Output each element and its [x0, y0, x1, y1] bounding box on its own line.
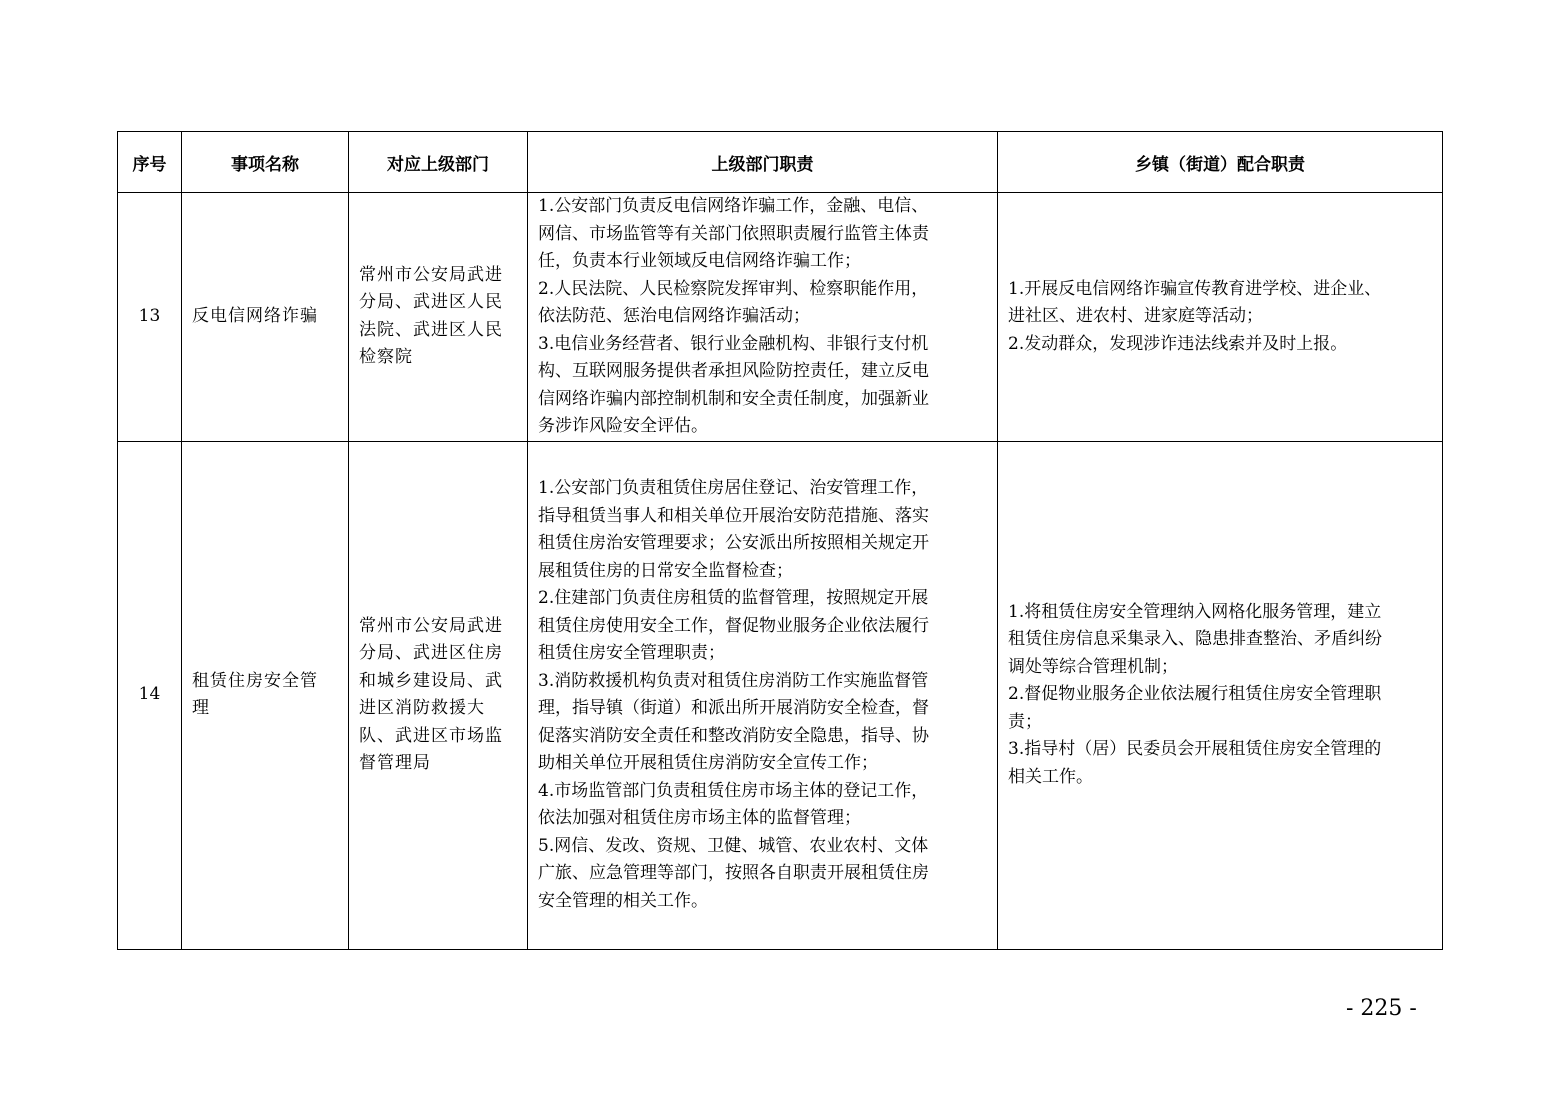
- text-line: 进社区、进农村、进家庭等活动；: [1008, 306, 1263, 326]
- text-line: 3.电信业务经营者、银行业金融机构、非银行支付机: [538, 333, 929, 354]
- header-upper-duty: 上级部门职责: [528, 132, 998, 193]
- text-line: 分局、武进区住房: [359, 643, 503, 663]
- text-line: 常州市公安局武进: [359, 615, 503, 636]
- upper-duty-cell: [528, 193, 998, 442]
- item-name-cell: [182, 441, 349, 949]
- header-upper-dept: 对应上级部门: [349, 132, 528, 193]
- text-line: 1.将租赁住房安全管理纳入网格化服务管理，建立: [1008, 601, 1382, 622]
- text-line: 任，负责本行业领域反电信网络诈骗工作；: [538, 251, 861, 271]
- text-line: 2.住建部门负责住房租赁的监督管理，按照规定开展: [538, 588, 929, 608]
- text-line: 租赁住房使用安全工作，督促物业服务企业依法履行: [538, 615, 929, 636]
- header-seq: 序号: [118, 132, 182, 193]
- text-line: 督管理局: [359, 753, 431, 773]
- text-line: 2.督促物业服务企业依法履行租赁住房安全管理职: [1008, 684, 1382, 705]
- text-line: 2.发动群众，发现涉诈违法线索并及时上报。: [1008, 333, 1348, 354]
- item-name-cell: [182, 193, 349, 442]
- town-duty-cell: [998, 193, 1443, 442]
- text-line: 理: [192, 698, 210, 718]
- text-line: 3.消防救援机构负责对租赁住房消防工作实施监督管: [538, 670, 929, 691]
- text-line: 1.公安部门负责租赁住房居住登记、治安管理工作，: [538, 478, 929, 498]
- text-line: 租赁住房治安管理要求；公安派出所按照相关规定开: [538, 533, 929, 553]
- text-line: 反电信网络诈骗: [192, 306, 318, 326]
- text-line: 和城乡建设局、武: [359, 670, 503, 691]
- text-line: 1.开展反电信网络诈骗宣传教育进学校、进企业、: [1008, 278, 1382, 299]
- text-line: 法院、武进区人民: [359, 319, 503, 340]
- text-line: 构、互联网服务提供者承担风险防控责任，建立反电: [538, 361, 929, 381]
- text-line: 相关工作。: [1008, 766, 1093, 787]
- table-row: [118, 193, 1443, 442]
- text-line: 责；: [1008, 711, 1042, 732]
- text-line: 常州市公安局武进: [359, 264, 503, 285]
- text-line: 1.公安部门负责反电信网络诈骗工作，金融、电信、: [538, 196, 929, 216]
- text-line: 队、武进区市场监: [359, 725, 503, 746]
- text-line: 助相关单位开展租赁住房消防安全宣传工作；: [538, 753, 878, 773]
- text-line: 理，指导镇（街道）和派出所开展消防安全检查，督: [538, 698, 929, 718]
- text-line: 安全管理的相关工作。: [538, 890, 708, 911]
- text-line: 依法加强对租赁住房市场主体的监督管理；: [538, 808, 861, 828]
- table-row: [118, 441, 1443, 949]
- text-line: 广旅、应急管理等部门，按照各自职责开展租赁住房: [538, 863, 929, 883]
- header-row: [118, 132, 1443, 193]
- header-item-name: 事项名称: [182, 132, 349, 193]
- text-line: 租赁住房信息采集录入、隐患排查整治、矛盾纠纷: [1008, 629, 1382, 650]
- text-line: 网信、市场监管等有关部门依照职责履行监管主体责: [538, 223, 929, 244]
- upper-duty-cell: [528, 441, 998, 949]
- town-duty-cell: [998, 441, 1443, 949]
- text-line: 展租赁住房的日常安全监督检查；: [538, 560, 793, 581]
- text-line: 进区消防救援大: [359, 698, 485, 718]
- text-line: 务涉诈风险安全评估。: [538, 416, 708, 436]
- text-line: 检察院: [359, 347, 413, 368]
- text-line: 调处等综合管理机制；: [1008, 656, 1178, 677]
- text-line: 分局、武进区人民: [359, 292, 503, 313]
- duty-table: [117, 131, 1443, 950]
- page-number: - 225 -: [1346, 996, 1417, 1021]
- text-line: 租赁住房安全管: [192, 670, 318, 691]
- text-line: 依法防范、惩治电信网络诈骗活动；: [538, 306, 810, 326]
- header-town-duty: 乡镇（街道）配合职责: [998, 132, 1443, 193]
- text-line: 指导租赁当事人和相关单位开展治安防范措施、落实: [538, 505, 929, 526]
- text-line: 租赁住房安全管理职责；: [538, 643, 725, 663]
- text-line: 3.指导村（居）民委员会开展租赁住房安全管理的: [1008, 739, 1382, 760]
- seq-cell: 14: [118, 441, 182, 949]
- text-line: 2.人民法院、人民检察院发挥审判、检察职能作用，: [538, 278, 929, 299]
- text-line: 4.市场监管部门负责租赁住房市场主体的登记工作，: [538, 780, 929, 801]
- seq-cell: 13: [118, 193, 182, 442]
- text-line: 5.网信、发改、资规、卫健、城管、农业农村、文体: [538, 835, 929, 856]
- text-line: 信网络诈骗内部控制机制和安全责任制度，加强新业: [538, 388, 929, 409]
- upper-dept-cell: [349, 441, 528, 949]
- text-line: 促落实消防安全责任和整改消防安全隐患，指导、协: [538, 725, 929, 746]
- upper-dept-cell: [349, 193, 528, 442]
